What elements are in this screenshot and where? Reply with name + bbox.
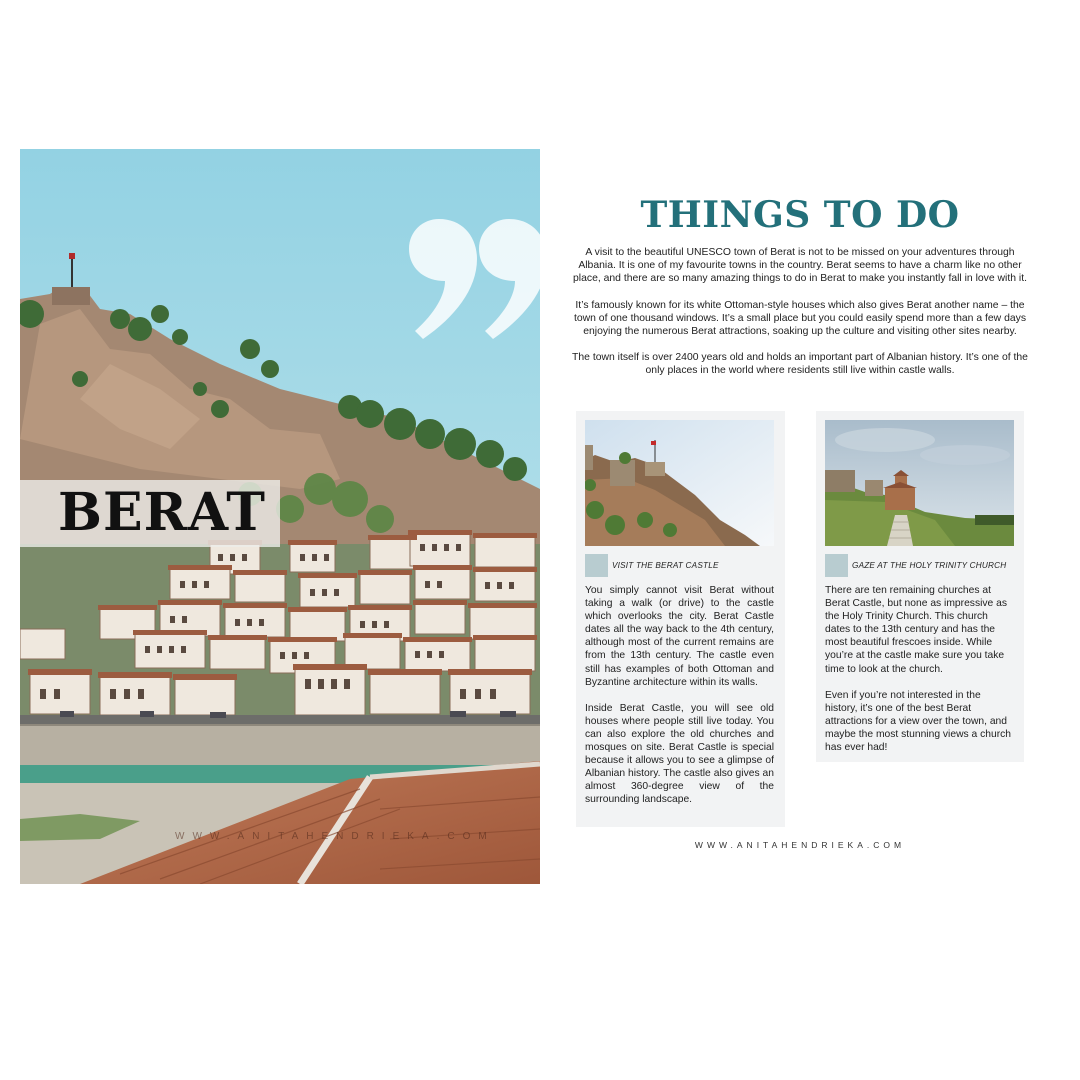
card-caption: GAZE AT THE HOLY TRINITY CHURCH: [852, 561, 1007, 570]
card-paragraph: Inside Berat Castle, you will see old houses where people still live today. You can also explore the old churches and mosques on site. Berat Castle is special because it allows you to see a glimpse of Albanian history. The castle also gives an almost 360-degree view of the surrounding landscape.: [585, 702, 774, 806]
church-photo: [825, 420, 1014, 546]
card-body: [585, 584, 774, 820]
attraction-card-church: [816, 411, 1024, 762]
section-heading: THINGS TO DO: [640, 194, 960, 236]
intro-paragraph: A visit to the beautiful UNESCO town of Berat is not to be missed on your adventures through Albania. It is one of my favourite towns in the country. Berat seems to have a charm like no other place, and there are so many amazing things to do in Berat to make you instantly fall in love with it.: [573, 247, 1027, 285]
card-caption: VISIT THE BERAT CASTLE: [612, 561, 719, 570]
card-paragraph: You simply cannot visit Berat without taking a walk (or drive) to the castle which overlooks the city. Berat Castle dates all the way back to the 4th century, although most of the current remains are from the 13th century. The castle even still has examples of both Ottoman and Byzantine architecture within its walls.: [585, 585, 774, 688]
card-body: [825, 584, 1014, 767]
berat-town-photo: [20, 149, 540, 884]
intro-paragraph: The town itself is over 2400 years old and holds an important part of Albanian history. It’s one of the only places in the world where residents still live within castle walls.: [572, 352, 1028, 377]
card-paragraph: Even if you’re not interested in the history, it’s one of the best Berat attractions for a view over the town, and maybe the most stunning views a church has ever had!: [825, 689, 1012, 754]
intro-text: [572, 246, 1028, 378]
card-paragraph: There are ten remaining churches at Berat Castle, but none as impressive as the Holy Trinity Church. This church dates to the 13th century and has the most beautiful frescoes inside. While you’re at the castle make sure you take time to look at the church.: [825, 585, 1008, 675]
quote-mark-icon: [405, 219, 540, 349]
things-to-do-section: [572, 190, 1028, 391]
caption-chip: [825, 554, 848, 577]
photo-watermark: WWW.ANITAHENDRIEKA.COM: [175, 831, 495, 842]
caption-chip: [585, 554, 608, 577]
page-title: BERAT: [58, 482, 266, 543]
castle-photo: [585, 420, 774, 546]
intro-paragraph: It’s famously known for its white Ottoman-style houses which also gives Berat another name – the town of one thousand windows. It’s a small place but you could easily spend more than a few days enjoying the numerous Berat attractions, soaking up the culture and visiting other sites nearby.: [573, 299, 1027, 338]
website-url: WWW.ANITAHENDRIEKA.COM: [694, 840, 906, 850]
attraction-card-castle: [576, 411, 785, 827]
